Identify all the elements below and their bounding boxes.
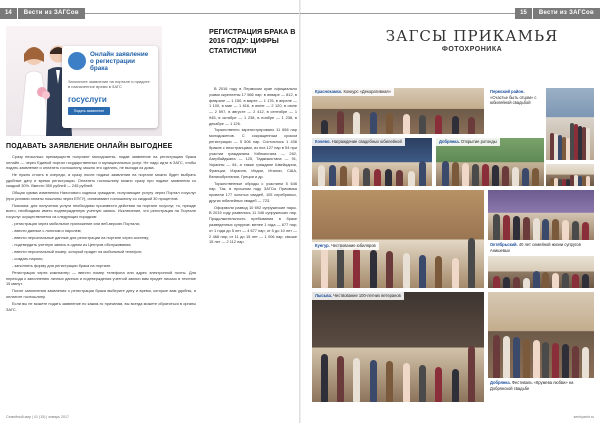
paragraph: Торжественные обряды с участием 5 646 пар. Так, в прошлом году ЗАГСы Прикамья провели 177 золотых свадеб, 105 серебряных, других юбилейных свадеб — 723.	[209, 180, 297, 203]
person-figure	[552, 273, 559, 288]
person-figure	[542, 219, 549, 240]
photo-caption	[312, 138, 405, 146]
caption-text: Конкурс «Декоративная»	[343, 89, 391, 94]
person-figure	[370, 250, 377, 288]
person-figure	[419, 161, 426, 186]
person-figure	[419, 115, 426, 134]
person-figure	[452, 369, 459, 402]
gosuslugi-logo	[68, 95, 152, 104]
person-figure	[503, 336, 510, 378]
person-figure	[493, 276, 500, 288]
person-figure	[482, 164, 489, 186]
person-figure	[337, 111, 344, 134]
person-figure	[523, 217, 530, 240]
people-group	[488, 213, 594, 241]
person-figure	[533, 340, 540, 378]
person-figure	[513, 216, 520, 240]
article-heading: ПОДАВАТЬ ЗАЯВЛЕНИЕ ОНЛАЙН ВЫГОДНЕЕ	[6, 143, 173, 150]
photo-caption	[436, 138, 500, 146]
person-figure	[385, 169, 392, 186]
person-figure	[408, 171, 415, 186]
caption-text: Чествование 100-летних ветеранов	[333, 293, 401, 298]
person-figure	[582, 222, 589, 240]
person-figure	[503, 277, 510, 288]
person-figure	[452, 162, 459, 186]
caption-place: Краснокамск.	[315, 89, 343, 94]
article-body	[6, 154, 196, 314]
card-text: Заполните заявление на портале и придите в назначенное время в ЗАГС	[68, 78, 150, 89]
right-footer: semiyamir.ru	[573, 415, 594, 419]
person-figure	[552, 219, 559, 240]
person-figure	[321, 120, 328, 134]
person-figure	[386, 361, 393, 402]
photo-oktyabrsky	[488, 190, 594, 240]
people-group	[488, 331, 594, 378]
caption-place: Лысьва.	[315, 293, 333, 298]
paragraph: Общая сумма изменения Налогового кодекса граждане, получающие услугу через Портал госуслуг (при условии оплаты пошлины через ЕПГУ), оплачивают госпошлину со скидкой 30 процентов.	[6, 190, 196, 201]
person-figure	[419, 365, 426, 402]
people-group	[312, 160, 432, 186]
person-figure	[386, 113, 393, 134]
photo-chronicle-title: ЗАГСЫ ПРИКАМЬЯ	[385, 27, 559, 45]
apply-button[interactable]: Подать заявление	[68, 107, 110, 115]
person-figure	[523, 278, 530, 288]
photo-lysva	[312, 292, 484, 402]
person-figure	[586, 128, 590, 160]
person-figure	[513, 337, 520, 378]
person-figure	[562, 220, 569, 240]
paragraph: - заполнить форму для регистрации брака на портале.	[12, 263, 112, 269]
person-figure	[363, 168, 370, 186]
person-figure	[329, 165, 336, 186]
person-figure	[321, 245, 328, 288]
photo-krasnokamsk	[312, 88, 484, 134]
person-figure	[572, 221, 579, 240]
photo-oktyabrsky-couple	[488, 256, 594, 288]
left-page-header	[0, 8, 300, 19]
person-figure	[318, 165, 325, 186]
caption-place: Добрянка.	[490, 380, 511, 385]
paragraph: Если вы не можете подать заявление по каким-то причинам, вы всегда можете обратиться в органы ЗАГС.	[6, 301, 196, 312]
photo-caption	[312, 88, 394, 96]
right-page	[300, 0, 600, 423]
person-figure	[572, 274, 579, 288]
person-figure	[435, 367, 442, 402]
caption-place: Кунгур.	[315, 243, 330, 248]
paragraph: - ввести персональный номер, который придет на мобильный телефон;	[12, 249, 142, 255]
person-figure	[552, 343, 559, 378]
caption-oktyabrsky	[488, 241, 594, 254]
person-figure	[562, 344, 569, 378]
caption-text: Открытие ротонды	[460, 139, 497, 144]
person-figure	[522, 168, 529, 186]
photo-chronicle-subtitle: ФОТОХРОНИКА	[441, 46, 503, 53]
person-figure	[492, 165, 499, 186]
person-figure	[513, 277, 520, 288]
people-group	[436, 160, 544, 186]
person-figure	[582, 274, 589, 288]
people-group	[312, 342, 484, 403]
person-figure	[337, 247, 344, 288]
person-figure	[468, 117, 475, 134]
person-figure	[533, 218, 540, 240]
caption-text: 40 лет семейной жизни супругов Анишевых	[490, 242, 581, 253]
person-figure	[340, 166, 347, 186]
person-figure	[370, 360, 377, 402]
paragraph: Оформили развод 10 692 супружеские пары. В 2015 году развелись 11 346 супружеских пар. Продолжительность пребывания в браке разведенных супругов: менее 1 года — 677 пар; от 1 года до 5 лет — 4 677 пар; от 5 до 10 лет — 2 468 пар; от 11 до 15 лет — 1 006 пар; свыше 15 лет — 2 112 пар.	[209, 204, 297, 245]
photo-dobryanka-rotunda	[436, 138, 544, 186]
caption-text: Чествование юбиляров	[330, 243, 376, 248]
page-number: 14	[0, 8, 17, 19]
person-figure	[403, 253, 410, 288]
paragraph: Сразу несколько преимуществ получают молодожены, подав заявление на регистрацию брака онлайн — через Единый портал государственных и муниципальных услуг. Не надо идти в ЗАГС, чтобы подать заявление и оплатить госпошлину, можно это сделать, не выходя из дома.	[6, 154, 196, 171]
statistics-heading: РЕГИСТРАЦИЯ БРАКА В 2016 ГОДУ: ЦИФРЫ СТАТИСТИКИ	[209, 27, 296, 55]
person-figure	[435, 115, 442, 134]
person-figure	[452, 258, 459, 288]
card-title: Онлайн заявление о регистрации брака	[90, 51, 149, 73]
paragraph: - создать пароль;	[12, 256, 44, 262]
person-figure	[468, 346, 475, 402]
paragraph: - ввести персональные данные для регистрации на портале через систему;	[12, 235, 150, 241]
person-figure	[403, 114, 410, 134]
person-figure	[472, 164, 479, 186]
person-figure	[586, 176, 590, 186]
photo-dobryanka-festival	[488, 292, 594, 378]
person-figure	[503, 215, 510, 240]
people-group	[546, 120, 594, 160]
paragraph: Торжественно зарегистрировано 11 656 пар молодоженов. С сокращенным сроком регистрации — 5 506 пар. Состоялось 1 436 браков с иностранцами, из них 127 пар в 54 при участии гражданина Узбекистана — 262, Азербайджана — 125, Таджикистана — 91, Украины — 64, а также граждане Швейцарии, Франции, Израиля, Индии, Италии, США, Великобритании, Греции и др.	[209, 127, 297, 179]
paragraph: - регистрация через мобильное приложение или веб-версию Портала;	[12, 221, 140, 227]
online-application-card	[62, 46, 158, 128]
person-figure	[353, 248, 360, 288]
people-group	[488, 270, 594, 288]
person-figure	[353, 358, 360, 402]
caption-place: Кочево.	[315, 139, 331, 144]
right-page-header	[300, 8, 600, 19]
person-figure	[419, 255, 426, 288]
header-rule	[85, 13, 300, 14]
header-rule	[300, 13, 515, 14]
photo-caption	[312, 292, 404, 300]
photo-caption	[312, 242, 379, 250]
paragraph: Регистрация через компьютер — ввести номер телефона или адрес электронной почты. Для перехода к заполнению личных данных и подтверждения учетной записи вам придет письмо в течение 15 минут.	[6, 270, 196, 287]
caption-perm-district	[488, 88, 544, 107]
section-label: Вести из ЗАГСов	[533, 8, 600, 19]
gosuslugi-emblem-icon	[68, 52, 86, 70]
paragraph: Поясним: для получения услуги необходимо произвести действия на портале госуслуг, то, прежде всего, необходимо иметь подтвержденную учетную запись. Исключение, что регистрация на Портале госуслуг осуществляется из следующих порядков:	[6, 202, 196, 219]
caption-text: Фестиваль «Кружева любви» на Добрянской свадьбе	[490, 380, 574, 391]
person-figure	[512, 167, 519, 186]
caption-place: Добрянка.	[439, 139, 460, 144]
paragraph: В 2016 году в Пермском крае официально узами скреплены 17 566 пар: в январе — 812, в феврале — 1 150, в марте — 1 176, в апреле — 1 100, в мае — 1 616, в июне — 2 120, в июле — 2 597, в августе — 2 412, в сентябре — 1 945, в октябре — 1 238, в ноябре — 1 238, в декабре — 1 126.	[209, 86, 297, 126]
person-figure	[542, 272, 549, 288]
person-figure	[442, 161, 449, 186]
person-figure	[337, 356, 344, 402]
photo-kochevo	[312, 138, 432, 186]
person-figure	[396, 170, 403, 186]
gosuslugi-banner	[6, 26, 162, 136]
people-group	[312, 109, 484, 134]
person-figure	[533, 271, 540, 288]
person-figure	[582, 347, 589, 378]
paragraph: После заполнения заявления о регистрации брака выберите дату и время, которые вам удобны, и оплатите госпошлину.	[6, 288, 196, 300]
caption-place: Пермский район.	[490, 89, 525, 94]
section-label: Вести из ЗАГСов	[18, 8, 85, 19]
person-figure	[572, 346, 579, 378]
caption-text: «Счастье быть отцом» с юбилейной свадьбой	[490, 94, 537, 106]
photo-dobryanka-extra	[546, 164, 594, 186]
person-figure	[493, 214, 500, 240]
person-figure	[452, 116, 459, 134]
statistics-body	[209, 86, 297, 246]
people-group	[546, 174, 594, 186]
person-figure	[562, 273, 569, 288]
gosuslugi-brand: госуслуги	[68, 95, 107, 105]
caption-place: Октябрьский.	[490, 242, 518, 247]
caption-dobryanka-festival	[488, 379, 594, 392]
person-figure	[523, 339, 530, 378]
person-figure	[435, 256, 442, 288]
person-figure	[532, 168, 539, 186]
person-figure	[321, 354, 328, 402]
person-figure	[502, 166, 509, 186]
person-figure	[542, 342, 549, 378]
photo-kungur	[312, 190, 484, 288]
person-figure	[353, 112, 360, 135]
paragraph: - ввести данные с логином и паролем;	[12, 228, 82, 234]
photo-perm-district	[546, 88, 594, 160]
person-figure	[403, 363, 410, 402]
person-figure	[352, 167, 359, 186]
page-number: 15	[515, 8, 532, 19]
person-figure	[462, 163, 469, 186]
person-figure	[493, 335, 500, 379]
paragraph: - подтвердить учетную запись в одном из Центров обслуживания;	[12, 242, 132, 248]
person-figure	[468, 238, 475, 288]
paragraph: Не нужно стоять в очереди, а сразу после подачи заявления на портале можно будет выбрать удобные дату и время регистрации. Оплатить госпошлину можно сразу при подаче заявления со скидкой 30%. Вместо 350 рублей — 245 рублей.	[6, 172, 196, 189]
caption-text: Награждение свадебных юбилейной	[331, 139, 402, 144]
person-figure	[370, 112, 377, 134]
left-footer: Семейный мир | 01 (15) | январь 2017	[6, 415, 70, 419]
person-figure	[374, 169, 381, 186]
person-figure	[386, 251, 393, 288]
